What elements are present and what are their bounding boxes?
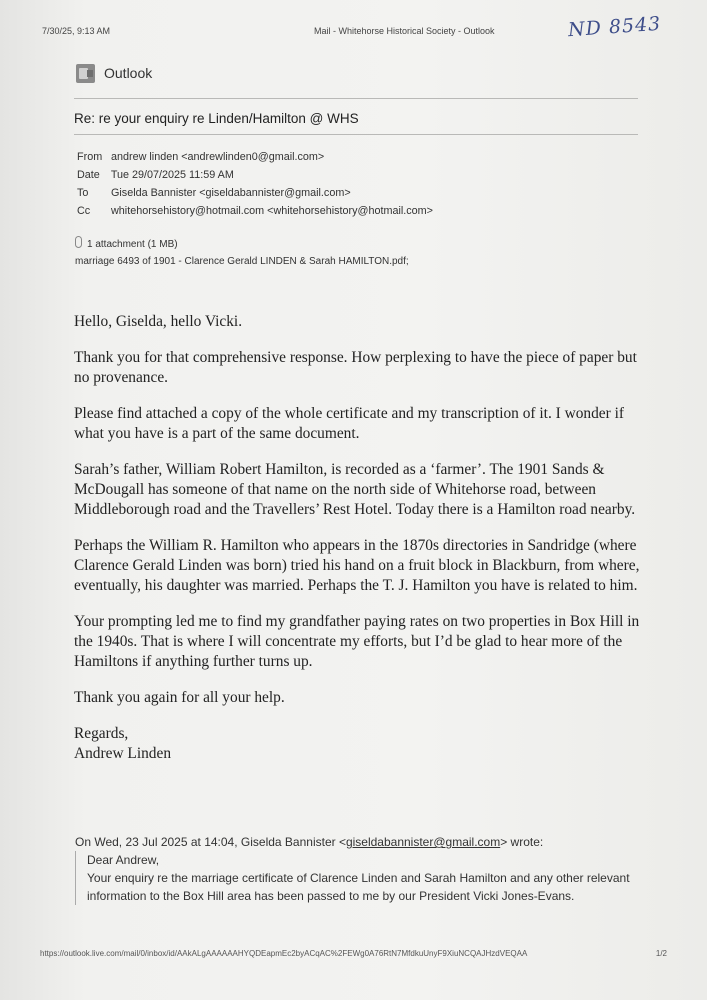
date-label: Date [77,169,100,181]
quoted-text: Your enquiry re the marriage certificate of Clarence Linden and Sarah Hamilton and any other relevant information to the Box Hill area has been passed to me by our President Vicki Jones-Evans. [87,871,630,903]
quoted-email-link[interactable]: giseldabannister@gmail.com [345,835,501,849]
print-window-title: Mail - Whitehorse Historical Society - Outlook [314,26,495,36]
attachment-count: 1 attachment (1 MB) [87,239,178,250]
outlook-brand-name: Outlook [104,65,153,81]
body-paragraph: Please find attached a copy of the whole certificate and my transcription of it. I wonder if what you have is a part of the same document. [74,405,625,442]
from-value[interactable]: andrew linden <andrewlinden0@gmail.com> [111,151,325,163]
quoted-message [75,851,647,905]
handwritten-annotation: ND 8543 [567,12,662,42]
quoted-intro-before: On Wed, 23 Jul 2025 at 14:04, Giselda Bannister < [75,835,346,849]
body-paragraph: Perhaps the William R. Hamilton who appears in the 1870s directories in Sandridge (where Clarence Gerald Linden was born) tried his hand on a fruit block in Blackburn, from where, eventually, his daughter was married. Perhaps the T. J. Hamilton you have is related to him. [74,537,640,594]
quoted-intro [75,835,543,849]
signature: Andrew Linden [74,745,172,762]
divider [74,98,638,99]
attachments [75,236,409,270]
cc-row [77,202,433,220]
email-subject: Re: re your enquiry re Linden/Hamilton @ WHS [74,111,359,126]
print-datetime: 7/30/25, 9:13 AM [42,26,111,36]
to-row [77,184,433,202]
from-row [77,148,433,166]
date-value: Tue 29/07/2025 11:59 AM [110,169,234,181]
date-row [77,166,433,184]
sign-off: Regards, [74,725,129,742]
print-page-number: 1/2 [655,949,667,958]
body-paragraph: Your prompting led me to find my grandfather paying rates on two properties in Box Hill in the 1940s. That is where I will concentrate my efforts, but I’d be glad to hear more of the Hamiltons if anything further turns up. [74,613,640,670]
attachment-summary [75,236,409,253]
print-header [42,26,659,40]
from-label: From [77,151,103,163]
attachment-file[interactable]: marriage 6493 of 1901 - Clarence Gerald LINDEN & Sarah HAMILTON.pdf; [75,256,409,267]
body-paragraph: Thank you again for all your help. [74,689,285,706]
print-url: https://outlook.live.com/mail/0/inbox/id/AAkALgAAAAAAHYQDEapmEc2byACqAC%2FEWg0A76RtN7MfdkuUnyF9XiuNCQAJHzdVEQAA [40,949,528,958]
to-label: To [77,187,89,199]
body-paragraph: Thank you for that comprehensive response. How perplexing to have the piece of paper but no provenance. [74,349,637,386]
body-greeting: Hello, Giselda, hello Vicki. [74,313,243,330]
cc-label: Cc [77,205,91,217]
quoted-intro-after: > wrote: [500,835,544,849]
divider [74,134,638,135]
body-signoff [74,724,654,764]
email-headers [77,148,433,220]
paperclip-icon [75,236,82,248]
quoted-greeting: Dear Andrew, [87,853,160,867]
outlook-logo-icon [76,64,95,83]
body-paragraph: Sarah’s father, William Robert Hamilton, is recorded as a ‘farmer’. The 1901 Sands & McDougall has someone of that name on the north side of Whitehorse road, between Middleborough road and the Travellers’ Rest Hotel. Today there is a Hamilton road nearby. [74,461,636,518]
print-footer [40,949,667,961]
cc-value[interactable]: whitehorsehistory@hotmail.com <whitehorsehistory@hotmail.com> [111,205,433,217]
to-value[interactable]: Giselda Bannister <giseldabannister@gmail.com> [111,187,351,199]
email-body [74,312,654,764]
